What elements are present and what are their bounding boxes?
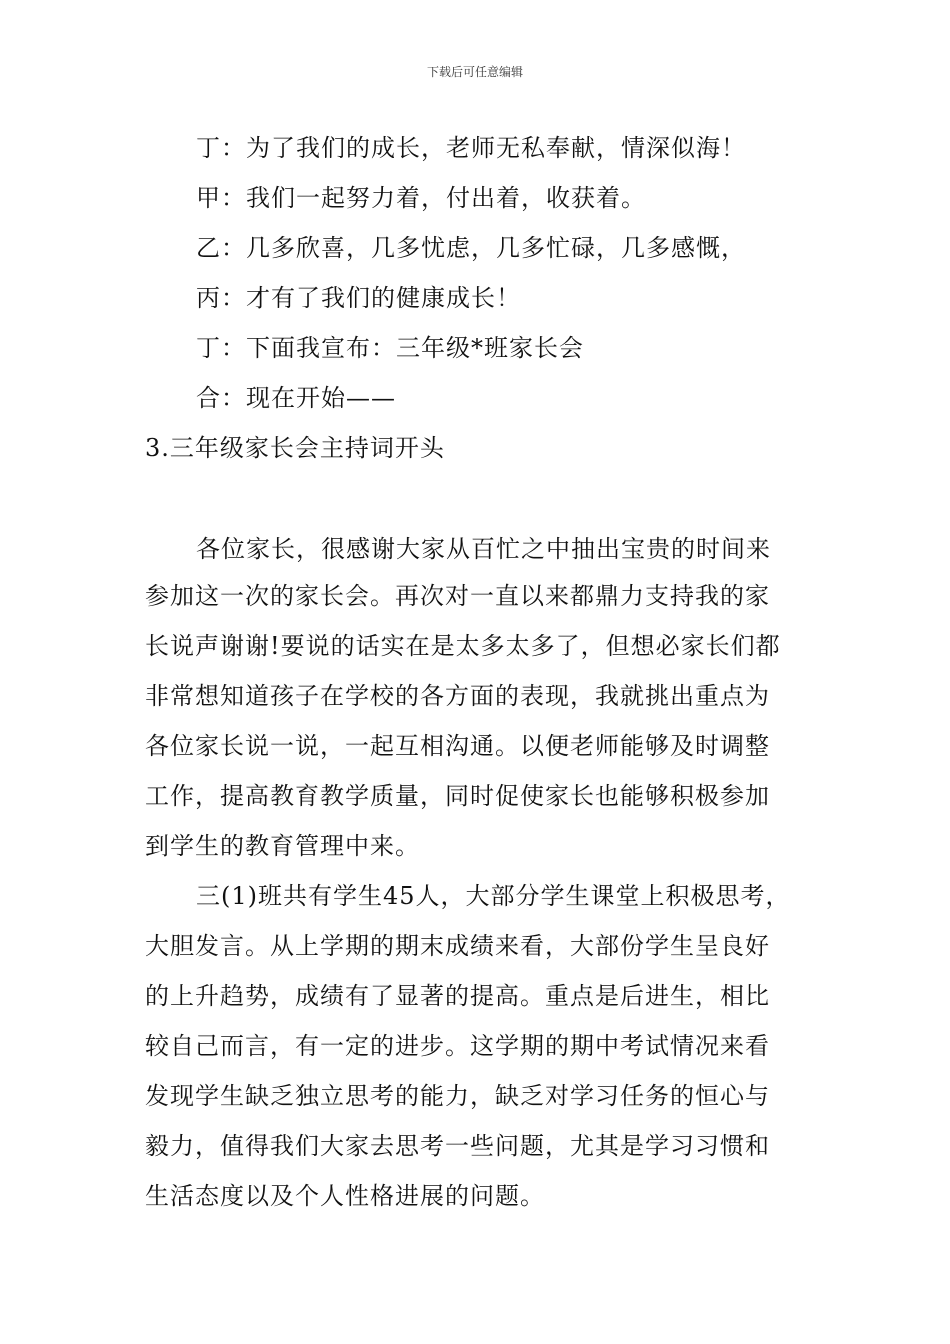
dialogue-line: 丙：才有了我们的健康成长！ (196, 284, 521, 312)
dialogue-line: 甲：我们一起努力着，付出着，收获着。 (196, 184, 646, 212)
paragraph-line: 非常想知道孩子在学校的各方面的表现，我就挑出重点为 (145, 682, 770, 710)
page-header-note: 下载后可任意编辑 (426, 65, 523, 79)
dialogue-line: 合：现在开始—— (196, 384, 396, 412)
paragraph-line: 工作，提高教育教学质量，同时促使家长也能够积极参加 (145, 782, 770, 810)
paragraph-line: 的上升趋势，成绩有了显著的提高。重点是后进生，相比 (145, 982, 770, 1010)
dialogue-line: 丁：为了我们的成长，老师无私奉献，情深似海！ (196, 134, 746, 162)
paragraph-line: 毅力，值得我们大家去思考一些问题，尤其是学习习惯和 (145, 1132, 770, 1160)
dialogue-line: 乙：几多欣喜，几多忧虑，几多忙碌，几多感慨， (196, 234, 746, 262)
section-heading: 3.三年级家长会主持词开头 (145, 434, 445, 462)
paragraph-line: 各位家长，很感谢大家从百忙之中抽出宝贵的时间来 (196, 535, 771, 563)
paragraph-line: 到学生的教育管理中来。 (145, 832, 420, 860)
paragraph-line: 发现学生缺乏独立思考的能力，缺乏对学习任务的恒心与 (145, 1082, 770, 1110)
paragraph-line: 较自己而言，有一定的进步。这学期的期中考试情况来看 (145, 1032, 770, 1060)
paragraph-line: 大胆发言。从上学期的期末成绩来看，大部份学生呈良好 (145, 932, 770, 960)
paragraph-line: 三(1)班共有学生45人，大部分学生课堂上积极思考， (196, 882, 791, 910)
paragraph-line: 长说声谢谢!要说的话实在是太多太多了，但想必家长们都 (145, 632, 781, 660)
paragraph-line: 参加这一次的家长会。再次对一直以来都鼎力支持我的家 (145, 582, 770, 610)
paragraph-line: 各位家长说一说，一起互相沟通。以便老师能够及时调整 (145, 732, 770, 760)
dialogue-line: 丁：下面我宣布：三年级*班家长会 (196, 334, 584, 362)
paragraph-line: 生活态度以及个人性格进展的问题。 (145, 1182, 545, 1210)
